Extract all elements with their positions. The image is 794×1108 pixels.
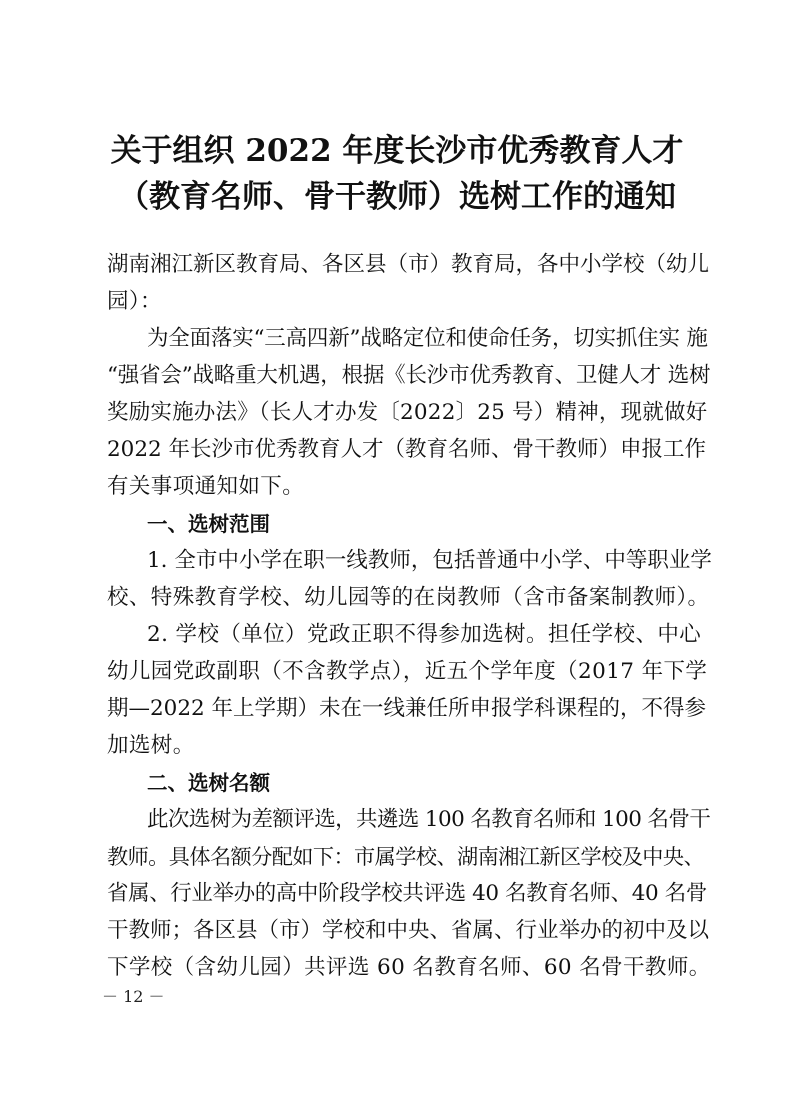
intro-line: 为全面落实“三高四新”战略定位和使命任务，切实抓住实 施 [147, 326, 708, 351]
quota-body-line: 干教师；各区县（市）学校和中央、省属、行业举办的初中及以 [107, 918, 710, 943]
addressee-line-2: 园）： [107, 289, 162, 314]
page-number: － 12 － [102, 987, 165, 1006]
section-heading-quota: 二、选树名额 [147, 771, 270, 795]
quota-body-line: 教师。具体名额分配如下：市属学校、湖南湘江新区学校及中央、 [107, 844, 705, 869]
document-title-line-2: （教育名师、骨干教师）选树工作的通知 [118, 179, 676, 215]
intro-line: 2022 年长沙市优秀教育人才（教育名师、骨干教师）申报工作 [107, 437, 707, 462]
scope-item-1-line: 校、特殊教育学校、幼儿园等的在岗教师（含市备案制教师）。 [107, 585, 710, 610]
scope-item-1-line: 1. 全市中小学在职一线教师，包括普通中小学、中等职业学 [147, 548, 712, 573]
quota-body-line: 省属、行业举办的高中阶段学校共评选 40 名教育名师、40 名骨 [107, 881, 707, 906]
intro-line: 奖励实施办法》（长人才办发〔2022〕25 号）精神，现就做好 [107, 400, 708, 425]
section-heading-scope: 一、选树范围 [147, 512, 270, 536]
scope-item-2-line: 期—2022 年上学期）未在一线兼任所申报学科课程的，不得参 [107, 696, 707, 721]
scope-item-2-line: 2. 学校（单位）党政正职不得参加选树。担任学校、中心 [147, 622, 702, 647]
scope-item-2-line: 幼儿园党政副职（不含教学点），近五个学年度（2017 年下学 [107, 659, 708, 684]
document-title-line-1: 关于组织 2022 年度长沙市优秀教育人才 [110, 133, 684, 169]
intro-line: 有关事项通知如下。 [107, 474, 305, 499]
scope-item-2-line: 加选树。 [107, 733, 195, 758]
quota-body-line: 此次选树为差额评选，共遴选 100 名教育名师和 100 名骨干 [147, 807, 711, 832]
intro-line: “强省会”战略重大机遇，根据《长沙市优秀教育、卫健人才 选树 [107, 363, 711, 388]
addressee-line-1: 湖南湘江新区教育局、各区县（市）教育局，各中小学校（幼儿 [107, 252, 710, 277]
quota-body-line: 下学校（含幼儿园）共评选 60 名教育名师、60 名骨干教师。 [107, 955, 711, 980]
